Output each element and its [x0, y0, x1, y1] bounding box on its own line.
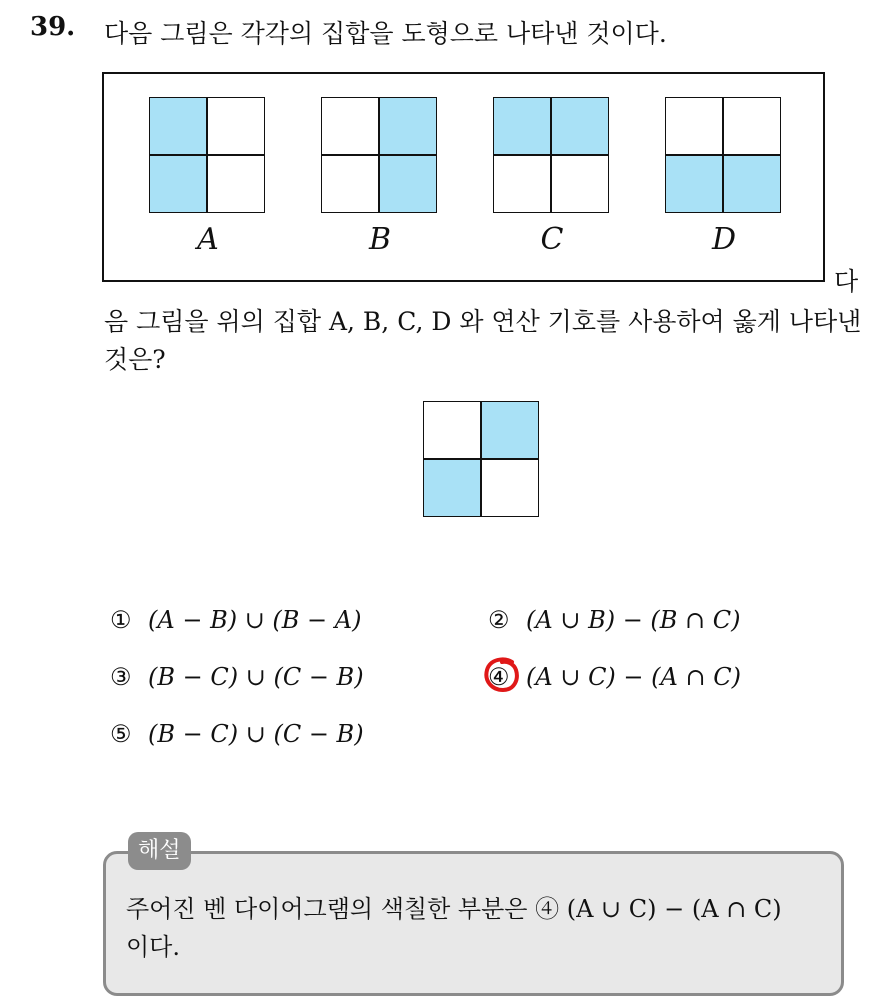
choice-2-number: ②	[488, 606, 510, 634]
set-d-cell	[723, 97, 781, 155]
set-a-cell	[149, 97, 207, 155]
set-a-cell	[149, 155, 207, 213]
set-c-cell	[551, 155, 609, 213]
target-square	[423, 401, 541, 519]
choice-4[interactable]	[488, 663, 741, 691]
choice-4-text: (A ∪ C) − (A ∩ C)	[526, 663, 741, 691]
choice-3-number: ③	[110, 663, 132, 691]
choice-2[interactable]	[488, 606, 741, 634]
target-cell	[481, 459, 539, 517]
choice-1-text: (A − B) ∪ (B − A)	[148, 606, 362, 634]
set-d-cell	[723, 155, 781, 213]
set-b-square	[321, 97, 439, 215]
choice-5-text: (B − C) ∪ (C − B)	[148, 720, 364, 748]
explanation-line2: 이다.	[126, 933, 180, 961]
explanation-tab: 해설	[128, 832, 191, 870]
set-d-cell	[665, 97, 723, 155]
set-d-cell	[665, 155, 723, 213]
choice-1-number: ①	[110, 606, 132, 634]
explanation-text	[126, 890, 826, 966]
question-stem-line2: 음 그림을 위의 집합 A, B, C, D 와 연산 기호를 사용하여 옳게 나타낸	[104, 307, 862, 336]
set-c-cell	[493, 97, 551, 155]
set-c-square	[493, 97, 611, 215]
answer-circle-mark	[482, 655, 522, 695]
target-cell	[423, 459, 481, 517]
set-a-cell	[207, 97, 265, 155]
choice-5[interactable]	[110, 720, 364, 748]
question-stem-line1: 다음 그림은 각각의 집합을 도형으로 나타낸 것이다.	[104, 19, 667, 48]
choice-1[interactable]	[110, 606, 362, 634]
set-b-cell	[321, 97, 379, 155]
question-stem-da: 다	[834, 267, 859, 296]
choice-3[interactable]	[110, 663, 364, 691]
set-b-cell	[379, 155, 437, 213]
answer-circle-stroke	[486, 659, 516, 690]
choice-5-number: ⑤	[110, 720, 132, 748]
set-b-label: B	[368, 222, 392, 257]
question-stem-line3: 것은?	[104, 345, 166, 374]
set-c-cell	[551, 97, 609, 155]
sets-figure-box	[102, 72, 825, 282]
set-a-label: A	[197, 222, 219, 257]
set-b-cell	[379, 97, 437, 155]
question-number: 39.	[30, 12, 76, 42]
set-b-cell	[321, 155, 379, 213]
choice-4-number: ④	[488, 663, 510, 691]
choice-2-text: (A ∪ B) − (B ∩ C)	[526, 606, 741, 634]
target-cell	[481, 401, 539, 459]
choice-3-text: (B − C) ∪ (C − B)	[148, 663, 364, 691]
explanation-line1: 주어진 벤 다이어그램의 색칠한 부분은 ④ (A ∪ C) − (A ∩ C)	[126, 895, 782, 923]
set-c-label: C	[540, 222, 564, 257]
set-c-cell	[493, 155, 551, 213]
set-a-square	[149, 97, 267, 215]
set-d-label: D	[711, 222, 737, 257]
set-d-square	[665, 97, 783, 215]
set-a-cell	[207, 155, 265, 213]
target-cell	[423, 401, 481, 459]
